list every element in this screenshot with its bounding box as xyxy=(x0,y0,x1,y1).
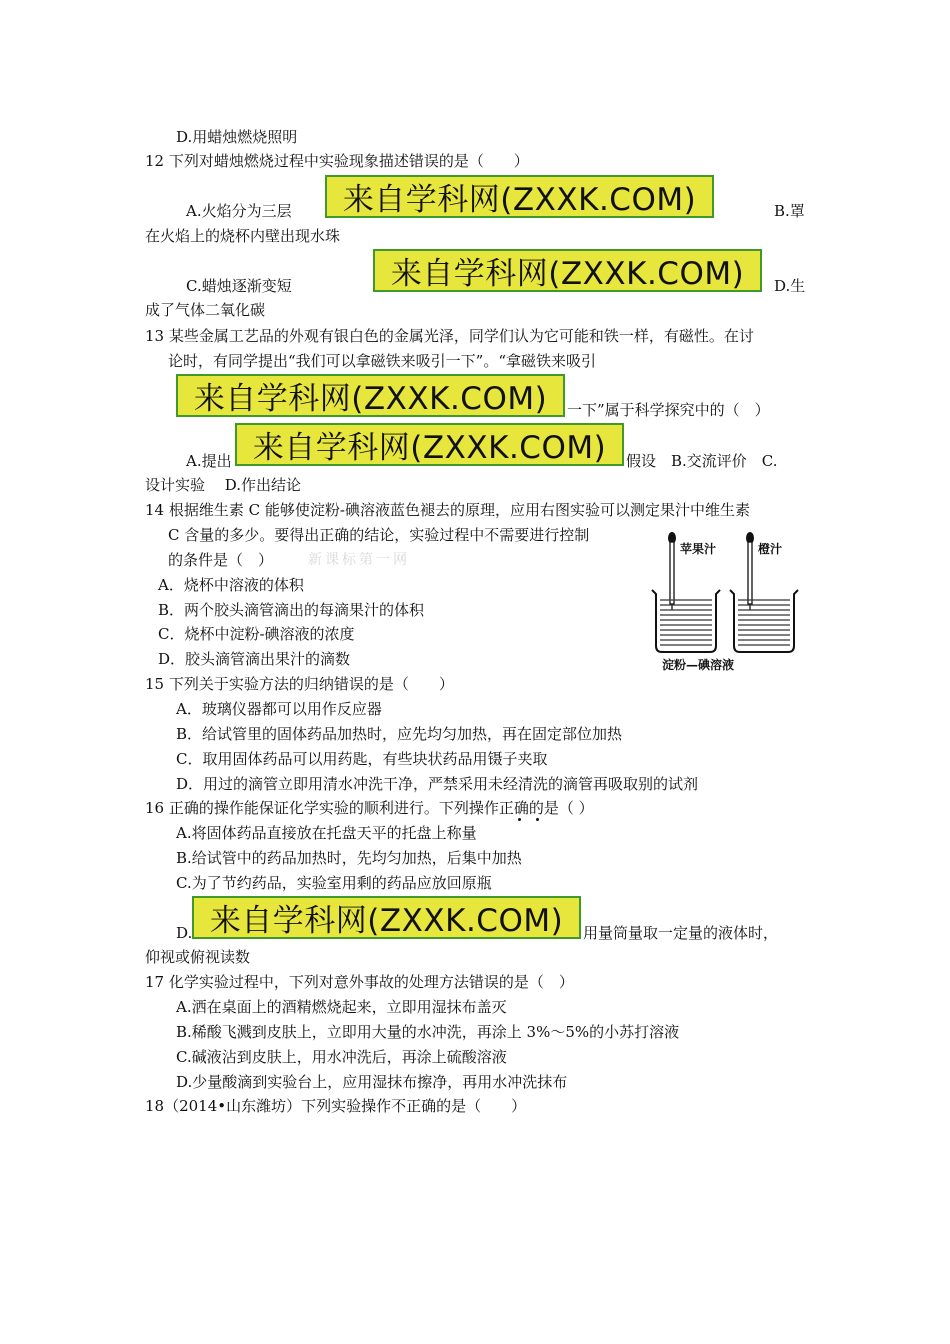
q17-stem: 17 化学实验过程中，下列对意外事故的处理方法错误的是（ ） xyxy=(145,973,574,991)
q12-option-d-start: D.生 xyxy=(774,277,806,295)
label-apple-juice: 苹果汁 xyxy=(680,542,717,556)
q13-options-cd: 设计实验 D.作出结论 xyxy=(145,476,302,494)
watermark-banner: 来自学科网(ZXXK.COM) xyxy=(373,249,762,292)
q13-stem-end: 一下”属于科学探究中的（ ） xyxy=(567,401,770,419)
q18-stem: 18（2014•山东潍坊）下列实验操作不正确的是（ ） xyxy=(145,1097,527,1115)
q11-option-d: D.用蜡烛燃烧照明 xyxy=(176,128,298,146)
q16-option-d-mid: 用量筒量取一定量的液体时， xyxy=(583,924,779,942)
q17-option-c: C.碱液沾到皮肤上，用水冲洗后，再涂上硫酸溶液 xyxy=(176,1048,507,1066)
beaker-figure xyxy=(636,528,816,676)
q12-option-b-cont: 在火焰上的烧杯内壁出现水珠 xyxy=(145,227,341,245)
q15-option-a: A．玻璃仪器都可以用作反应器 xyxy=(176,700,382,718)
q12-stem: 12 下列对蜡烛燃烧过程中实验现象描述错误的是（ ） xyxy=(145,152,529,170)
beaker-left xyxy=(652,590,720,652)
watermark-banner: 来自学科网(ZXXK.COM) xyxy=(192,896,581,939)
q16-option-d-start: D. xyxy=(176,924,193,942)
emphasis-dot xyxy=(518,818,521,821)
q15-option-c: C．取用固体药品可以用药匙，有些块状药品用镊子夹取 xyxy=(176,750,548,768)
faint-watermark-text: 新课标第一网 xyxy=(308,552,410,568)
q14-option-a: A．烧杯中溶液的体积 xyxy=(158,576,304,594)
q12-option-d-cont: 成了气体二氧化碳 xyxy=(145,301,266,319)
q12-option-a: A.火焰分为三层 xyxy=(186,202,292,220)
q14-option-c: C．烧杯中淀粉-碘溶液的浓度 xyxy=(158,625,355,643)
q16-stem: 16 正确的操作能保证化学实验的顺利进行。下列操作正确的是（ ） xyxy=(145,799,594,817)
q17-option-a: A.洒在桌面上的酒精燃烧起来，立即用湿抹布盖灭 xyxy=(176,998,507,1016)
q13-stem: 13 某些金属工艺品的外观有银白色的金属光泽，同学们认为它可能和铁一样，有磁性。在讨 xyxy=(145,327,754,345)
q14-stem: 14 根据维生素 C 能够使淀粉-碘溶液蓝色褪去的原理，应用右图实验可以测定果汁中维生素 xyxy=(145,501,750,519)
q15-stem: 15 下列关于实验方法的归纳错误的是（ ） xyxy=(145,675,454,693)
q13-stem-cont: 论时，有同学提出“我们可以拿磁铁来吸引一下”。“拿磁铁来吸引 xyxy=(168,352,597,370)
q14-stem-cont: C 含量的多少。要得出正确的结论，实验过程中不需要进行控制 xyxy=(168,526,590,544)
watermark-banner: 来自学科网(ZXXK.COM) xyxy=(176,374,565,417)
q16-option-b: B.给试管中的药品加热时，先均匀加热，后集中加热 xyxy=(176,849,522,867)
q15-option-d: D．用过的滴管立即用清水冲洗干净，严禁采用未经清洗的滴管再吸取别的试剂 xyxy=(176,775,699,793)
watermark-banner: 来自学科网(ZXXK.COM) xyxy=(325,175,714,218)
q16-option-c: C.为了节约药品，实验室用剩的药品应放回原瓶 xyxy=(176,874,492,892)
label-starch-iodine: 淀粉—碘溶液 xyxy=(662,658,735,672)
label-orange-juice: 橙汁 xyxy=(758,542,783,556)
q16-option-d-end: 仰视或俯视读数 xyxy=(145,948,251,966)
q17-option-d: D.少量酸滴到实验台上，应用湿抹布擦净，再用水冲洗抹布 xyxy=(176,1073,568,1091)
q12-option-b-start: B.罩 xyxy=(774,202,805,220)
dropper-left xyxy=(668,532,676,610)
emphasis-dot xyxy=(536,818,539,821)
q15-option-b: B．给试管里的固体药品加热时，应先均匀加热，再在固定部位加热 xyxy=(176,725,623,743)
q16-option-a: A.将固体药品直接放在托盘天平的托盘上称量 xyxy=(176,824,477,842)
q14-option-b: B．两个胶头滴管滴出的每滴果汁的体积 xyxy=(158,601,425,619)
q12-option-c: C.蜡烛逐渐变短 xyxy=(186,277,292,295)
watermark-banner: 来自学科网(ZXXK.COM) xyxy=(235,423,624,466)
beaker-diagram xyxy=(636,528,816,676)
q13-option-a: A.提出 xyxy=(186,452,232,470)
q14-stem-end: 的条件是（ ） xyxy=(168,551,274,569)
beaker-right xyxy=(730,590,798,652)
dropper-right xyxy=(746,532,754,610)
q13-options-bc: 假设 B.交流评价 C. xyxy=(626,452,778,470)
q17-option-b: B.稀酸飞溅到皮肤上，立即用大量的水冲洗，再涂上 3%～5%的小苏打溶液 xyxy=(176,1023,680,1041)
q14-option-d: D．胶头滴管滴出果汁的滴数 xyxy=(158,650,351,668)
